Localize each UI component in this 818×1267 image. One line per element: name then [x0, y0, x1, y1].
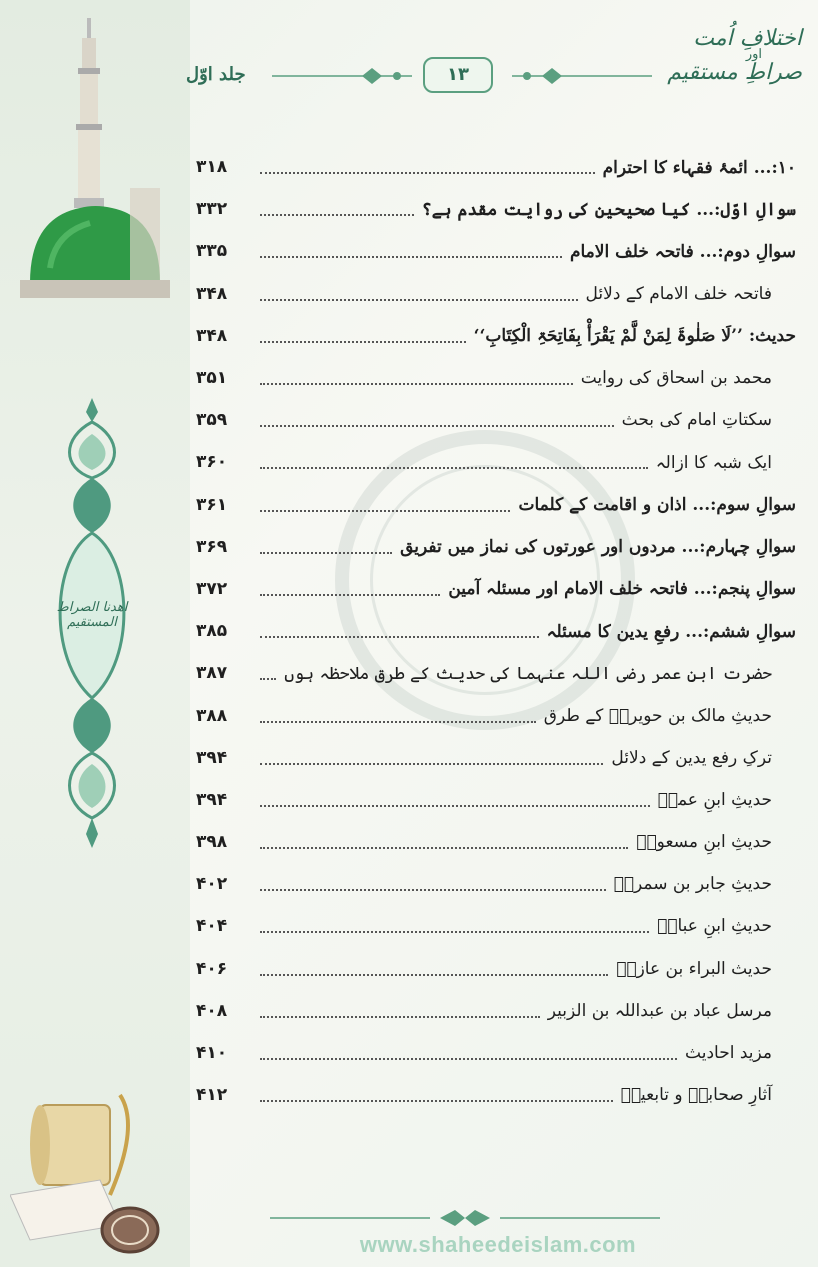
toc-entry-page: ۳۶۹: [196, 536, 228, 557]
toc-leader-dots: [260, 498, 510, 512]
toc-entry-page: ۳۸۸: [196, 705, 228, 726]
toc-entry-title: حدیثِ جابر بن سمرۃؓ: [613, 874, 772, 895]
toc-entry-title: سوالِ ششم:... رفعِ یدین کا مسئلہ: [546, 621, 796, 642]
toc-entry-title: ۱۰:... ائمۂ فقہاء کا احترام: [602, 157, 796, 178]
toc-entry-page: ۳۸۵: [196, 621, 228, 642]
toc-leader-dots: [260, 1088, 613, 1102]
toc-entry-title: فاتحہ خلف الامام کے دلائل: [585, 284, 772, 305]
toc-leader-dots: [260, 540, 392, 554]
toc-leader-dots: [260, 329, 466, 343]
toc-leader-dots: [260, 835, 628, 849]
toc-entry-title: حدیث البراء بن عازبؓ: [616, 958, 772, 979]
toc-entry-title: حضرت ابنِ عمر رضی اللہ عنہما کی حدیث کے طرق ملاحظہ ہوں: [284, 663, 772, 684]
book-title-line2: اور: [745, 47, 762, 62]
toc-entry[interactable]: [196, 230, 796, 272]
toc-entry-page: ۳۸۷: [196, 663, 228, 684]
toc-entry-page: ۴۰۲: [196, 874, 228, 895]
toc-entry[interactable]: [196, 948, 796, 990]
table-of-contents: [196, 146, 796, 1116]
page-number-badge: ۱۳: [423, 57, 493, 93]
toc-leader-dots: [260, 962, 608, 976]
toc-leader-dots: [260, 287, 578, 301]
toc-entry-page: ۴۰۴: [196, 916, 228, 937]
toc-entry-page: ۳۵۹: [196, 410, 228, 431]
toc-leader-dots: [260, 751, 603, 765]
toc-leader-dots: [260, 1046, 677, 1060]
toc-entry-page: ۳۹۴: [196, 747, 228, 768]
toc-entry-title: حدیثِ ابنِ عباسؓ: [657, 916, 772, 937]
toc-entry[interactable]: [196, 1074, 796, 1116]
toc-entry-title: آثارِ صحابہؓ و تابعینؒ: [620, 1085, 772, 1106]
toc-entry[interactable]: [196, 821, 796, 863]
toc-leader-dots: [260, 709, 536, 723]
toc-entry-title: مزید احادیث: [685, 1043, 772, 1064]
toc-entry[interactable]: [196, 399, 796, 441]
toc-entry-title: حدیث: ’’لَا صَلٰوۃَ لِمَنْ لَّمْ یَقْرَأْ بِفَاتِحَۃِ الْکِتَابِ‘‘: [473, 326, 796, 347]
toc-entry[interactable]: [196, 568, 796, 610]
toc-entry[interactable]: [196, 441, 796, 483]
toc-entry[interactable]: [196, 863, 796, 905]
toc-leader-dots: [260, 793, 650, 807]
toc-leader-dots: [260, 202, 414, 216]
toc-entry-page: ۴۰۸: [196, 1000, 228, 1021]
book-title-line3: صراطِ مستقیم: [667, 60, 802, 85]
toc-entry-title: سوالِ پنجم:... فاتحہ خلف الامام اور مسئلہ آمین: [448, 579, 796, 600]
toc-entry[interactable]: [196, 526, 796, 568]
toc-entry-title: حدیثِ ابنِ عمرؓ: [657, 789, 772, 810]
toc-entry[interactable]: [196, 484, 796, 526]
toc-entry-title: محمد بن اسحاق کی روایت: [580, 368, 772, 389]
toc-entry[interactable]: [196, 146, 796, 188]
toc-entry-title: سوالِ چہارم:... مردوں اور عورتوں کی نماز میں تفریق: [400, 537, 796, 558]
toc-entry-title: سوالِ اوّل:... کیا صحیحین کی روایت مقدم ہے؟: [421, 199, 796, 220]
toc-entry-page: ۳۹۸: [196, 832, 228, 853]
toc-entry[interactable]: [196, 694, 796, 736]
page-header-ornament: [272, 56, 652, 96]
toc-entry-title: مرسل عباد بن عبداللہ بن الزبیر: [547, 1001, 772, 1022]
scroll-quill-icon: [10, 1085, 160, 1255]
green-dome-icon: [20, 18, 170, 298]
volume-label: جلد اوّل: [186, 64, 246, 85]
website-url[interactable]: www.shaheedeislam.com: [359, 1232, 637, 1257]
toc-entry-title: حدیثِ ابنِ مسعودؓ: [636, 832, 772, 853]
footer-flourish-icon: [270, 1208, 660, 1228]
toc-entry[interactable]: [196, 990, 796, 1032]
toc-entry[interactable]: [196, 273, 796, 315]
toc-entry-page: ۳۱۸: [196, 157, 228, 178]
toc-entry[interactable]: [196, 357, 796, 399]
toc-entry-page: ۳۴۸: [196, 325, 228, 346]
book-title-line1: اختلافِ اُمت: [693, 26, 802, 51]
toc-entry[interactable]: [196, 737, 796, 779]
toc-entry[interactable]: [196, 610, 796, 652]
toc-leader-dots: [260, 413, 614, 427]
toc-leader-dots: [260, 919, 649, 933]
toc-entry[interactable]: [196, 1032, 796, 1074]
toc-leader-dots: [260, 160, 595, 174]
toc-entry-title: حدیثِ مالک بن حویرثؓ کے طرق: [543, 706, 772, 727]
toc-entry-title: سوالِ دوم:... فاتحہ خلف الامام: [569, 241, 796, 262]
toc-entry-page: ۳۳۵: [196, 241, 228, 262]
toc-entry[interactable]: [196, 779, 796, 821]
toc-leader-dots: [260, 624, 539, 638]
ornament-caption: اهدنا الصراط المستقيم: [56, 600, 128, 630]
toc-entry-page: ۳۳۲: [196, 199, 228, 220]
toc-entry-title: ایک شبہ کا ازالہ: [655, 452, 772, 473]
toc-entry[interactable]: [196, 905, 796, 947]
toc-entry-page: ۳۵۱: [196, 368, 228, 389]
toc-entry[interactable]: [196, 315, 796, 357]
toc-leader-dots: [260, 371, 573, 385]
toc-entry-title: سکتاتِ امام کی بحث: [621, 410, 772, 431]
toc-entry-page: ۴۱۲: [196, 1085, 228, 1106]
toc-entry-page: ۳۶۰: [196, 452, 228, 473]
toc-entry-page: ۳۹۴: [196, 789, 228, 810]
toc-entry-title: سوالِ سوم:... اذان و اقامت کے کلمات: [518, 495, 796, 516]
toc-leader-dots: [260, 244, 562, 258]
toc-leader-dots: [260, 666, 276, 680]
toc-leader-dots: [260, 1004, 540, 1018]
toc-entry-page: ۳۶۱: [196, 494, 228, 515]
toc-entry[interactable]: [196, 652, 796, 694]
toc-entry[interactable]: [196, 188, 796, 230]
toc-entry-page: ۴۱۰: [196, 1043, 228, 1064]
toc-leader-dots: [260, 582, 440, 596]
toc-leader-dots: [260, 877, 606, 891]
book-title: [662, 26, 802, 85]
toc-leader-dots: [260, 455, 648, 469]
toc-entry-page: ۴۰۶: [196, 958, 228, 979]
toc-entry-title: ترکِ رفع یدین کے دلائل: [611, 748, 772, 769]
toc-entry-page: ۳۴۸: [196, 283, 228, 304]
toc-entry-page: ۳۷۲: [196, 578, 228, 599]
